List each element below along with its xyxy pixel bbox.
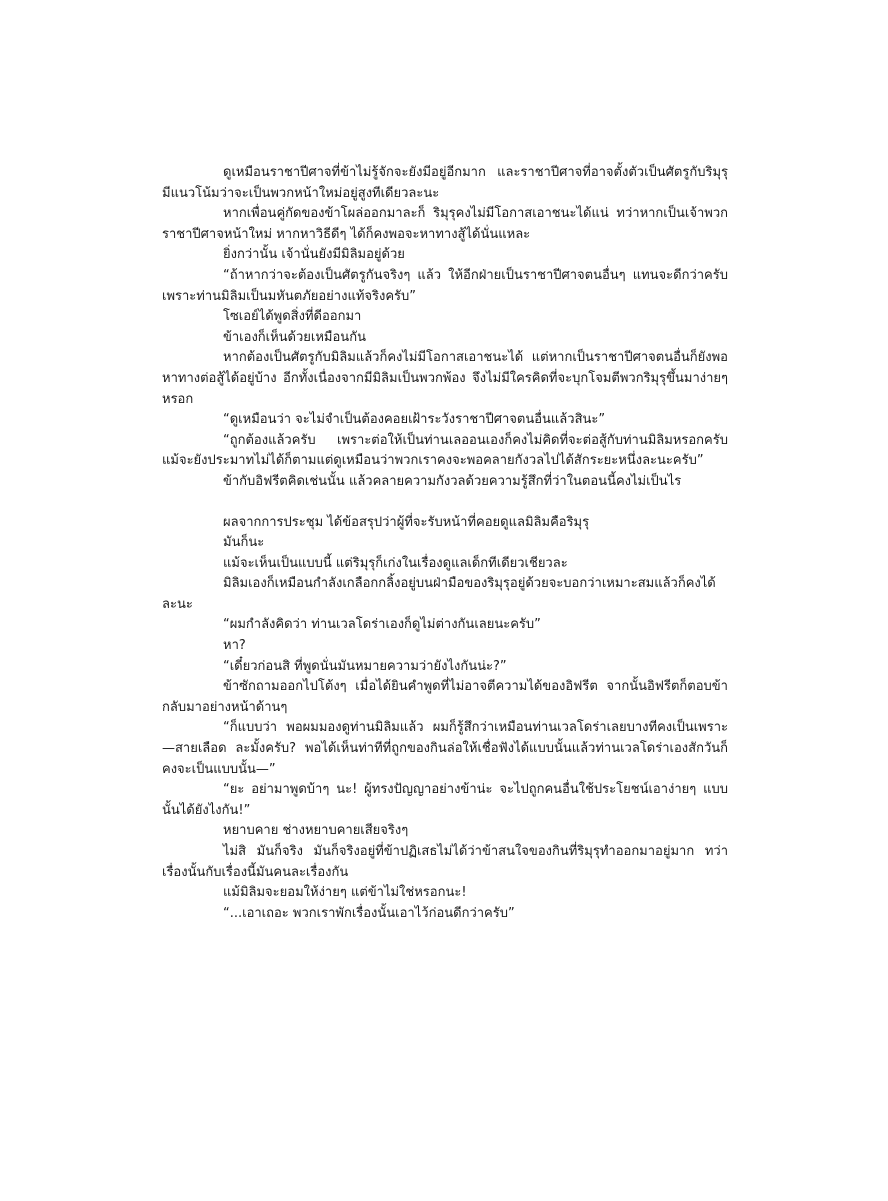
document-body <box>162 163 728 924</box>
paragraph: โซเอย์ได้พูดสิ่งที่ดีออกมา <box>223 309 362 325</box>
paragraph: “ถูกต้องแล้วครับ เพราะต่อให้เป็นท่านเลออนเองก็คงไม่คิดที่จะต่อสู้กับท่านมิลิมหรอกครับ แม้จะยังประมาทไม่ได้ก็ตามแต่ดูเหมือนว่าพวกเราคงจะพอคลายกังวลไปได้สักระยะหนึ่งละนะครับ” <box>162 432 728 469</box>
paragraph: “เดี๋ยวก่อนสิ ที่พูดนั่นมันหมายความว่ายังไงกันน่ะ?” <box>223 658 507 674</box>
paragraph: หยาบคาย ช่างหยาบคายเสียจริงๆ <box>223 823 409 839</box>
paragraph: ผลจากการประชุม ได้ข้อสรุปว่าผู้ที่จะรับหน้าที่คอยดูแลมิลิมคือริมุรุ <box>223 514 590 530</box>
paragraph: ดูเหมือนราชาปีศาจที่ข้าไม่รู้จักจะยังมีอยู่อีกมาก และราชาปีศาจที่อาจตั้งตัวเป็นศัตรูกับริมุรุมีแนวโน้มว่าจะเป็นพวกหน้าใหม่อยู่สูงทีเดียวละนะ <box>162 165 728 201</box>
paragraph: ข้าเองก็เห็นด้วยเหมือนกัน <box>223 329 366 345</box>
paragraph: มิลิมเองก็เหมือนกำลังเกลือกกลิ้งอยู่บนฝ่ามือของริมุรุอยู่ด้วยจะบอกว่าเหมาะสมแล้วก็คงได้ละนะ <box>162 576 716 612</box>
paragraph: มันก็นะ <box>223 535 265 551</box>
paragraph: ข้ากับอิฟรีตคิดเช่นนั้น แล้วคลายความกังวลด้วยความรู้สึกที่ว่าในตอนนี้คงไม่เป็นไร <box>223 473 682 489</box>
paragraph: ไม่สิ มันก็จริง มันก็จริงอยู่ที่ข้าปฏิเสธไม่ได้ว่าข้าสนใจของกินที่ริมุรุทำออกมาอยู่มาก ทว่าเรื่องนั้นกับเรื่องนี้มันคนละเรื่องกัน <box>162 844 728 880</box>
paragraph: หากต้องเป็นศัตรูกับมิลิมแล้วก็คงไม่มีโอกาสเอาชนะได้ แต่หากเป็นราชาปีศาจตนอื่นก็ยังพอหาทางต่อสู้ได้อยู่บ้าง อีกทั้งเนื่องจากมีมิลิมเป็นพวกพ้อง จึงไม่มีใครคิดที่จะบุกโจมตีพวกริมุรุขึ้นมาง่ายๆ หรอก <box>162 350 728 407</box>
paragraph: “ดูเหมือนว่า จะไม่จำเป็นต้องคอยเฝ้าระวังราชาปีศาจตนอื่นแล้วสินะ” <box>223 412 606 428</box>
paragraph: “ยะ อย่ามาพูดบ้าๆ นะ! ผู้ทรงปัญญาอย่างข้าน่ะ จะไปถูกคนอื่นใช้ประโยชน์เอาง่ายๆ แบบนั้นได้ยังไงกัน!” <box>162 782 728 818</box>
paragraph: “...เอาเถอะ พวกเราพักเรื่องนั้นเอาไว้ก่อนดีกว่าครับ” <box>223 905 515 921</box>
paragraph: “ถ้าหากว่าจะต้องเป็นศัตรูกันจริงๆ แล้ว ให้อีกฝ่ายเป็นราชาปีศาจตนอื่นๆ แทนจะดีกว่าครับ เพราะท่านมิลิมเป็นมหันตภัยอย่างแท้จริงครับ” <box>162 267 728 304</box>
section-break <box>162 493 728 513</box>
paragraph: ยิ่งกว่านั้น เจ้านั่นยังมีมิลิมอยู่ด้วย <box>223 247 405 263</box>
paragraph: หากเพื่อนคู่กัดของข้าโผล่ออกมาละก็ ริมุรุคงไม่มีโอกาสเอาชนะได้แน่ ทว่าหากเป็นเจ้าพวกราชาปีศาจหน้าใหม่ หากหาวิธีดีๆ ได้ก็คงพอจะหาทางสู้ได้นั่นแหละ <box>162 206 728 242</box>
paragraph: แม้มิลิมจะยอมให้ง่ายๆ แต่ข้าไม่ใช่หรอกนะ! <box>223 885 467 901</box>
paragraph: “ผมกำลังคิดว่า ท่านเวลโดร่าเองก็ดูไม่ต่างกันเลยนะครับ” <box>223 617 541 633</box>
paragraph: ข้าซักถามออกไปโต้งๆ เมื่อได้ยินคำพูดที่ไม่อาจตีความได้ของอิฟรีต จากนั้นอิฟรีตก็ตอบข้ากลับมาอย่างหน้าด้านๆ <box>162 679 728 715</box>
paragraph: “ก็แบบว่า พอผมมองดูท่านมิลิมแล้ว ผมก็รู้สึกว่าเหมือนท่านเวลโดร่าเลยบางทีคงเป็นเพราะ—สายเลือด ละมั้งครับ? พอได้เห็นท่าทีที่ถูกของกินล่อให้เชื่อฟังได้แบบนั้นแล้วท่านเวลโดร่าเองสักวันก็คงจะเป็นแบบนั้น—” <box>162 720 728 777</box>
paragraph: แม้จะเห็นเป็นแบบนี้ แต่ริมุรุก็เก่งในเรื่องดูแลเด็กทีเดียวเชียวละ <box>223 555 568 571</box>
paragraph: หา? <box>223 638 246 654</box>
